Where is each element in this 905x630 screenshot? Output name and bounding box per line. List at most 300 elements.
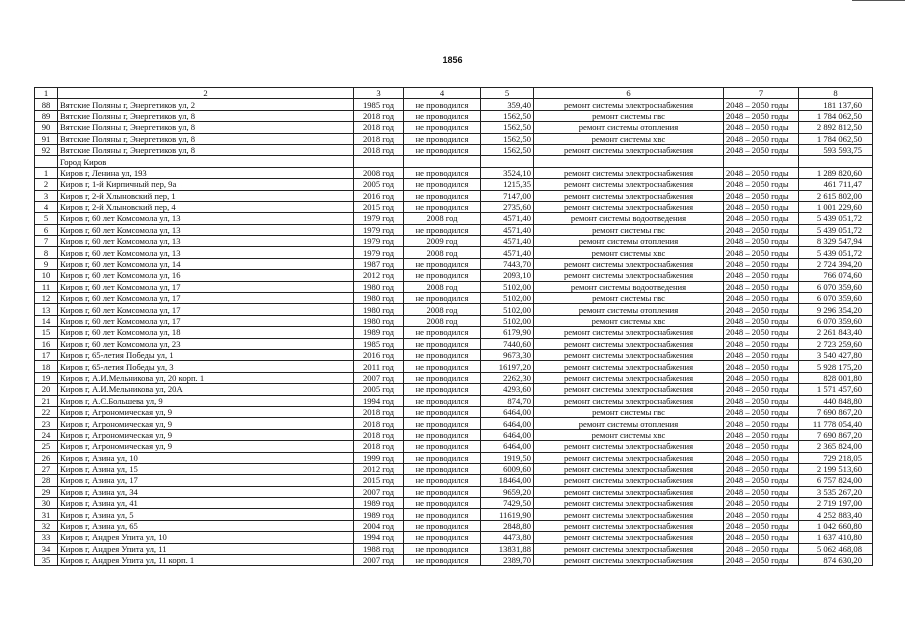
period-cell: 2048 – 2050 годы xyxy=(724,327,799,338)
period-cell: 2048 – 2050 годы xyxy=(724,236,799,247)
last-repair-cell: не проводился xyxy=(404,395,481,406)
work-type-cell: ремонт системы электроснабжения xyxy=(534,349,724,360)
last-repair-cell: 2008 год xyxy=(404,315,481,326)
year-built-cell: 2018 год xyxy=(354,406,404,417)
year-built-cell: 2018 год xyxy=(354,144,404,155)
year-built-cell: 1980 год xyxy=(354,293,404,304)
last-repair-cell: не проводился xyxy=(404,452,481,463)
last-repair-cell: не проводился xyxy=(404,293,481,304)
area-cell: 6464,00 xyxy=(481,406,534,417)
period-cell: 2048 – 2050 годы xyxy=(724,190,799,201)
year-built-cell: 1980 год xyxy=(354,304,404,315)
period-cell: 2048 – 2050 годы xyxy=(724,475,799,486)
area-cell: 9673,30 xyxy=(481,349,534,360)
year-built-cell: 2012 год xyxy=(354,463,404,474)
work-type-cell: ремонт системы электроснабжения xyxy=(534,167,724,178)
cost-cell: 2 892 812,50 xyxy=(799,122,873,133)
address-cell: Киров г, Агрономическая ул, 9 xyxy=(58,429,354,440)
address-cell: Киров г, Андрея Упита ул, 11 корп. 1 xyxy=(58,555,354,566)
cost-cell: 1 784 062,50 xyxy=(799,110,873,121)
address-cell: Киров г, 60 лет Комсомола ул, 13 xyxy=(58,236,354,247)
address-cell: Киров г, 2-й Хлыновский пер, 4 xyxy=(58,201,354,212)
address-cell: Киров г, А.И.Мельникова ул, 20 корп. 1 xyxy=(58,372,354,383)
area-cell: 5102,00 xyxy=(481,315,534,326)
last-repair-cell: не проводился xyxy=(404,258,481,269)
work-type-cell: ремонт системы электроснабжения xyxy=(534,270,724,281)
address-cell: Киров г, Андрея Упита ул, 10 xyxy=(58,532,354,543)
table-row xyxy=(35,543,873,554)
work-type-cell: ремонт системы электроснабжения xyxy=(534,144,724,155)
address-cell: Киров г, 1-й Кирпичный пер, 9а xyxy=(58,179,354,190)
period-cell: 2048 – 2050 годы xyxy=(724,338,799,349)
period-cell: 2048 – 2050 годы xyxy=(724,258,799,269)
last-repair-cell: не проводился xyxy=(404,201,481,212)
address-cell: Киров г, Азина ул, 65 xyxy=(58,520,354,531)
last-repair-cell: не проводился xyxy=(404,190,481,201)
row-number: 34 xyxy=(35,543,58,554)
table-row xyxy=(35,327,873,338)
address-cell: Киров г, Ленина ул, 193 xyxy=(58,167,354,178)
cost-cell: 2 724 394,20 xyxy=(799,258,873,269)
work-type-cell: ремонт системы отопления xyxy=(534,236,724,247)
row-number: 7 xyxy=(35,236,58,247)
area-cell: 2262,30 xyxy=(481,372,534,383)
address-cell: Киров г, Азина ул, 5 xyxy=(58,509,354,520)
row-number: 19 xyxy=(35,372,58,383)
area-cell: 5102,00 xyxy=(481,281,534,292)
cost-cell: 1 001 229,60 xyxy=(799,201,873,212)
period-cell: 2048 – 2050 годы xyxy=(724,555,799,566)
last-repair-cell: не проводился xyxy=(404,475,481,486)
cost-cell: 6 070 359,60 xyxy=(799,315,873,326)
year-built-cell: 1979 год xyxy=(354,224,404,235)
repair-schedule-table xyxy=(34,87,873,566)
cost-cell: 874 630,20 xyxy=(799,555,873,566)
address-cell: Киров г, 60 лет Комсомола ул, 16 xyxy=(58,270,354,281)
row-number: 26 xyxy=(35,452,58,463)
cost-cell: 5 439 051,72 xyxy=(799,224,873,235)
cost-cell: 181 137,60 xyxy=(799,99,873,110)
year-built-cell: 2004 год xyxy=(354,520,404,531)
table-row xyxy=(35,99,873,110)
table-row xyxy=(35,406,873,417)
table-row xyxy=(35,133,873,144)
work-type-cell: ремонт системы хвс xyxy=(534,247,724,258)
last-repair-cell xyxy=(404,156,481,167)
cost-cell: 1 571 457,60 xyxy=(799,384,873,395)
last-repair-cell: не проводился xyxy=(404,144,481,155)
row-number: 13 xyxy=(35,304,58,315)
header-cell: 4 xyxy=(404,88,481,99)
period-cell: 2048 – 2050 годы xyxy=(724,463,799,474)
work-type-cell: ремонт системы водоотведения xyxy=(534,281,724,292)
year-built-cell: 2018 год xyxy=(354,133,404,144)
last-repair-cell: не проводился xyxy=(404,327,481,338)
row-number: 22 xyxy=(35,406,58,417)
area-cell: 2848,80 xyxy=(481,520,534,531)
period-cell: 2048 – 2050 годы xyxy=(724,452,799,463)
table-row xyxy=(35,236,873,247)
row-number: 88 xyxy=(35,99,58,110)
last-repair-cell: не проводился xyxy=(404,532,481,543)
last-repair-cell: не проводился xyxy=(404,167,481,178)
work-type-cell: ремонт системы отопления xyxy=(534,304,724,315)
period-cell: 2048 – 2050 годы xyxy=(724,110,799,121)
area-cell: 2735,60 xyxy=(481,201,534,212)
area-cell: 874,70 xyxy=(481,395,534,406)
row-number: 16 xyxy=(35,338,58,349)
period-cell: 2048 – 2050 годы xyxy=(724,122,799,133)
address-cell: Киров г, Азина ул, 34 xyxy=(58,486,354,497)
table-header-row xyxy=(35,88,873,99)
row-number: 1 xyxy=(35,167,58,178)
section-row xyxy=(35,156,873,167)
row-number: 6 xyxy=(35,224,58,235)
address-cell: Вятские Поляны г, Энергетиков ул, 8 xyxy=(58,133,354,144)
address-cell: Киров г, 60 лет Комсомола ул, 17 xyxy=(58,293,354,304)
year-built-cell: 1988 год xyxy=(354,543,404,554)
table-row xyxy=(35,293,873,304)
row-number: 32 xyxy=(35,520,58,531)
period-cell: 2048 – 2050 годы xyxy=(724,498,799,509)
table-row xyxy=(35,463,873,474)
area-cell: 4571,40 xyxy=(481,213,534,224)
table-row xyxy=(35,452,873,463)
work-type-cell: ремонт системы электроснабжения xyxy=(534,190,724,201)
table-row xyxy=(35,498,873,509)
period-cell: 2048 – 2050 годы xyxy=(724,213,799,224)
period-cell: 2048 – 2050 годы xyxy=(724,520,799,531)
area-cell: 5102,00 xyxy=(481,293,534,304)
header-cell: 7 xyxy=(724,88,799,99)
period-cell: 2048 – 2050 годы xyxy=(724,429,799,440)
year-built-cell: 2016 год xyxy=(354,190,404,201)
area-cell: 11619,90 xyxy=(481,509,534,520)
row-number: 92 xyxy=(35,144,58,155)
period-cell: 2048 – 2050 годы xyxy=(724,167,799,178)
area-cell: 1215,35 xyxy=(481,179,534,190)
top-edge-rule xyxy=(852,0,905,1)
last-repair-cell: 2008 год xyxy=(404,213,481,224)
work-type-cell: ремонт системы электроснабжения xyxy=(534,384,724,395)
table-row xyxy=(35,384,873,395)
year-built-cell: 2018 год xyxy=(354,418,404,429)
cost-cell: 4 252 883,40 xyxy=(799,509,873,520)
year-built-cell: 2007 год xyxy=(354,372,404,383)
year-built-cell: 1979 год xyxy=(354,247,404,258)
period-cell: 2048 – 2050 годы xyxy=(724,224,799,235)
area-cell: 1562,50 xyxy=(481,144,534,155)
address-cell: Киров г, Азина ул, 41 xyxy=(58,498,354,509)
last-repair-cell: не проводился xyxy=(404,338,481,349)
row-number: 3 xyxy=(35,190,58,201)
address-cell: Киров г, А.С.Большева ул, 9 xyxy=(58,395,354,406)
table-row xyxy=(35,201,873,212)
row-number: 12 xyxy=(35,293,58,304)
period-cell: 2048 – 2050 годы xyxy=(724,315,799,326)
cost-cell: 5 439 051,72 xyxy=(799,247,873,258)
year-built-cell: 2018 год xyxy=(354,110,404,121)
table-row xyxy=(35,429,873,440)
work-type-cell: ремонт системы электроснабжения xyxy=(534,475,724,486)
table-row xyxy=(35,190,873,201)
year-built-cell: 2018 год xyxy=(354,441,404,452)
work-type-cell: ремонт системы отопления xyxy=(534,122,724,133)
header-cell: 5 xyxy=(481,88,534,99)
area-cell: 359,40 xyxy=(481,99,534,110)
last-repair-cell: не проводился xyxy=(404,133,481,144)
work-type-cell: ремонт системы электроснабжения xyxy=(534,498,724,509)
period-cell: 2048 – 2050 годы xyxy=(724,270,799,281)
table-row xyxy=(35,486,873,497)
cost-cell: 729 218,05 xyxy=(799,452,873,463)
page-number: 1856 xyxy=(442,55,463,65)
cost-cell: 440 848,80 xyxy=(799,395,873,406)
area-cell: 6464,00 xyxy=(481,441,534,452)
address-cell: Киров г, Андрея Упита ул, 11 xyxy=(58,543,354,554)
last-repair-cell: не проводился xyxy=(404,179,481,190)
last-repair-cell: не проводился xyxy=(404,543,481,554)
work-type-cell: ремонт системы гвс xyxy=(534,110,724,121)
table-row xyxy=(35,532,873,543)
area-cell: 5102,00 xyxy=(481,304,534,315)
address-cell: Киров г, 60 лет Комсомола ул, 14 xyxy=(58,258,354,269)
year-built-cell: 1989 год xyxy=(354,327,404,338)
period-cell: 2048 – 2050 годы xyxy=(724,144,799,155)
last-repair-cell: не проводился xyxy=(404,498,481,509)
work-type-cell: ремонт системы электроснабжения xyxy=(534,509,724,520)
area-cell: 7429,50 xyxy=(481,498,534,509)
table-row xyxy=(35,258,873,269)
table-body xyxy=(35,99,873,566)
year-built-cell: 2015 год xyxy=(354,201,404,212)
period-cell: 2048 – 2050 годы xyxy=(724,349,799,360)
row-number: 90 xyxy=(35,122,58,133)
row-number xyxy=(35,156,58,167)
last-repair-cell: не проводился xyxy=(404,361,481,372)
area-cell: 3524,10 xyxy=(481,167,534,178)
area-cell: 4473,80 xyxy=(481,532,534,543)
year-built-cell: 2005 год xyxy=(354,384,404,395)
year-built-cell: 1979 год xyxy=(354,213,404,224)
last-repair-cell: не проводился xyxy=(404,270,481,281)
row-number: 10 xyxy=(35,270,58,281)
work-type-cell: ремонт системы водоотведения xyxy=(534,213,724,224)
area-cell: 1919,50 xyxy=(481,452,534,463)
year-built-cell: 1979 год xyxy=(354,236,404,247)
cost-cell: 5 062 468,08 xyxy=(799,543,873,554)
row-number: 89 xyxy=(35,110,58,121)
cost-cell: 1 042 660,80 xyxy=(799,520,873,531)
area-cell: 1562,50 xyxy=(481,133,534,144)
cost-cell: 2 615 802,00 xyxy=(799,190,873,201)
year-built-cell: 1985 год xyxy=(354,338,404,349)
row-number: 35 xyxy=(35,555,58,566)
row-number: 24 xyxy=(35,429,58,440)
cost-cell: 3 540 427,80 xyxy=(799,349,873,360)
last-repair-cell: 2009 год xyxy=(404,236,481,247)
table-row xyxy=(35,144,873,155)
last-repair-cell: не проводился xyxy=(404,224,481,235)
cost-cell: 1 637 410,80 xyxy=(799,532,873,543)
work-type-cell: ремонт системы электроснабжения xyxy=(534,338,724,349)
row-number: 15 xyxy=(35,327,58,338)
last-repair-cell: не проводился xyxy=(404,384,481,395)
row-number: 27 xyxy=(35,463,58,474)
address-cell: Киров г, 60 лет Комсомола ул, 17 xyxy=(58,304,354,315)
area-cell: 16197,20 xyxy=(481,361,534,372)
work-type-cell: ремонт системы электроснабжения xyxy=(534,463,724,474)
period-cell: 2048 – 2050 годы xyxy=(724,293,799,304)
work-type-cell: ремонт системы электроснабжения xyxy=(534,520,724,531)
address-cell: Киров г, 60 лет Комсомола ул, 18 xyxy=(58,327,354,338)
period-cell: 2048 – 2050 годы xyxy=(724,406,799,417)
table-row xyxy=(35,372,873,383)
last-repair-cell: не проводился xyxy=(404,122,481,133)
table-row xyxy=(35,213,873,224)
cost-cell: 5 439 051,72 xyxy=(799,213,873,224)
year-built-cell: 2008 год xyxy=(354,167,404,178)
year-built-cell: 1989 год xyxy=(354,509,404,520)
row-number: 28 xyxy=(35,475,58,486)
area-cell: 4293,60 xyxy=(481,384,534,395)
table-row xyxy=(35,315,873,326)
table-row xyxy=(35,304,873,315)
address-cell: Киров г, Азина ул, 10 xyxy=(58,452,354,463)
row-number: 2 xyxy=(35,179,58,190)
area-cell: 1562,50 xyxy=(481,110,534,121)
work-type-cell: ремонт системы электроснабжения xyxy=(534,395,724,406)
cost-cell: 6 757 824,00 xyxy=(799,475,873,486)
last-repair-cell: не проводился xyxy=(404,372,481,383)
row-number: 31 xyxy=(35,509,58,520)
table-row xyxy=(35,122,873,133)
last-repair-cell: 2008 год xyxy=(404,247,481,258)
area-cell: 4571,40 xyxy=(481,247,534,258)
period-cell: 2048 – 2050 годы xyxy=(724,179,799,190)
last-repair-cell: не проводился xyxy=(404,520,481,531)
area-cell: 7440,60 xyxy=(481,338,534,349)
last-repair-cell: не проводился xyxy=(404,99,481,110)
table-row xyxy=(35,281,873,292)
work-type-cell: ремонт системы гвс xyxy=(534,406,724,417)
period-cell: 2048 – 2050 годы xyxy=(724,201,799,212)
table-row xyxy=(35,349,873,360)
period-cell xyxy=(724,156,799,167)
work-type-cell: ремонт системы электроснабжения xyxy=(534,441,724,452)
year-built-cell: 1980 год xyxy=(354,281,404,292)
work-type-cell: ремонт системы электроснабжения xyxy=(534,372,724,383)
cost-cell: 2 199 513,60 xyxy=(799,463,873,474)
year-built-cell: 1985 год xyxy=(354,99,404,110)
period-cell: 2048 – 2050 годы xyxy=(724,247,799,258)
address-cell: Киров г, 2-й Хлыновский пер, 1 xyxy=(58,190,354,201)
cost-cell: 6 070 359,60 xyxy=(799,293,873,304)
cost-cell xyxy=(799,156,873,167)
row-number: 30 xyxy=(35,498,58,509)
work-type-cell: ремонт системы гвс xyxy=(534,224,724,235)
work-type-cell: ремонт системы электроснабжения xyxy=(534,555,724,566)
table-row xyxy=(35,509,873,520)
area-cell: 2389,70 xyxy=(481,555,534,566)
work-type-cell: ремонт системы гвс xyxy=(534,293,724,304)
table-row xyxy=(35,247,873,258)
address-cell: Киров г, Азина ул, 17 xyxy=(58,475,354,486)
row-number: 33 xyxy=(35,532,58,543)
area-cell xyxy=(481,156,534,167)
row-number: 17 xyxy=(35,349,58,360)
year-built-cell: 2018 год xyxy=(354,429,404,440)
last-repair-cell: не проводился xyxy=(404,418,481,429)
work-type-cell: ремонт системы электроснабжения xyxy=(534,452,724,463)
table-row xyxy=(35,441,873,452)
table-row xyxy=(35,395,873,406)
year-built-cell: 1999 год xyxy=(354,452,404,463)
table-row xyxy=(35,555,873,566)
address-cell: Киров г, 60 лет Комсомола ул, 17 xyxy=(58,315,354,326)
table-row xyxy=(35,179,873,190)
row-number: 20 xyxy=(35,384,58,395)
address-cell: Киров г, 65-летия Победы ул, 3 xyxy=(58,361,354,372)
area-cell: 4571,40 xyxy=(481,224,534,235)
area-cell: 1562,50 xyxy=(481,122,534,133)
area-cell: 7443,70 xyxy=(481,258,534,269)
period-cell: 2048 – 2050 годы xyxy=(724,395,799,406)
cost-cell: 1 784 062,50 xyxy=(799,133,873,144)
area-cell: 6464,00 xyxy=(481,418,534,429)
year-built-cell: 2005 год xyxy=(354,179,404,190)
area-cell: 13831,88 xyxy=(481,543,534,554)
cost-cell: 3 535 267,20 xyxy=(799,486,873,497)
address-cell: Киров г, 60 лет Комсомола ул, 23 xyxy=(58,338,354,349)
row-number: 23 xyxy=(35,418,58,429)
area-cell: 6464,00 xyxy=(481,429,534,440)
area-cell: 4571,40 xyxy=(481,236,534,247)
address-cell: Вятские Поляны г, Энергетиков ул, 2 xyxy=(58,99,354,110)
cost-cell: 7 690 867,20 xyxy=(799,429,873,440)
cost-cell: 6 070 359,60 xyxy=(799,281,873,292)
row-number: 91 xyxy=(35,133,58,144)
area-cell: 9659,20 xyxy=(481,486,534,497)
period-cell: 2048 – 2050 годы xyxy=(724,509,799,520)
table-row xyxy=(35,361,873,372)
area-cell: 6009,60 xyxy=(481,463,534,474)
period-cell: 2048 – 2050 годы xyxy=(724,372,799,383)
cost-cell: 593 593,75 xyxy=(799,144,873,155)
row-number: 11 xyxy=(35,281,58,292)
last-repair-cell: не проводился xyxy=(404,110,481,121)
last-repair-cell: не проводился xyxy=(404,441,481,452)
address-cell: Вятские Поляны г, Энергетиков ул, 8 xyxy=(58,144,354,155)
address-cell: Киров г, 60 лет Комсомола ул, 13 xyxy=(58,247,354,258)
cost-cell: 2 365 824,00 xyxy=(799,441,873,452)
address-cell: Киров г, 60 лет Комсомола ул, 17 xyxy=(58,281,354,292)
area-cell: 18464,00 xyxy=(481,475,534,486)
work-type-cell: ремонт системы электроснабжения xyxy=(534,258,724,269)
year-built-cell: 2015 год xyxy=(354,475,404,486)
cost-cell: 461 711,47 xyxy=(799,179,873,190)
work-type-cell: ремонт системы отопления xyxy=(534,418,724,429)
year-built-cell: 2007 год xyxy=(354,555,404,566)
address-cell: Киров г, 60 лет Комсомола ул, 13 xyxy=(58,213,354,224)
last-repair-cell: не проводился xyxy=(404,429,481,440)
table-row xyxy=(35,110,873,121)
last-repair-cell: не проводился xyxy=(404,509,481,520)
work-type-cell: ремонт системы хвс xyxy=(534,315,724,326)
row-number: 8 xyxy=(35,247,58,258)
work-type-cell: ремонт системы электроснабжения xyxy=(534,99,724,110)
row-number: 9 xyxy=(35,258,58,269)
